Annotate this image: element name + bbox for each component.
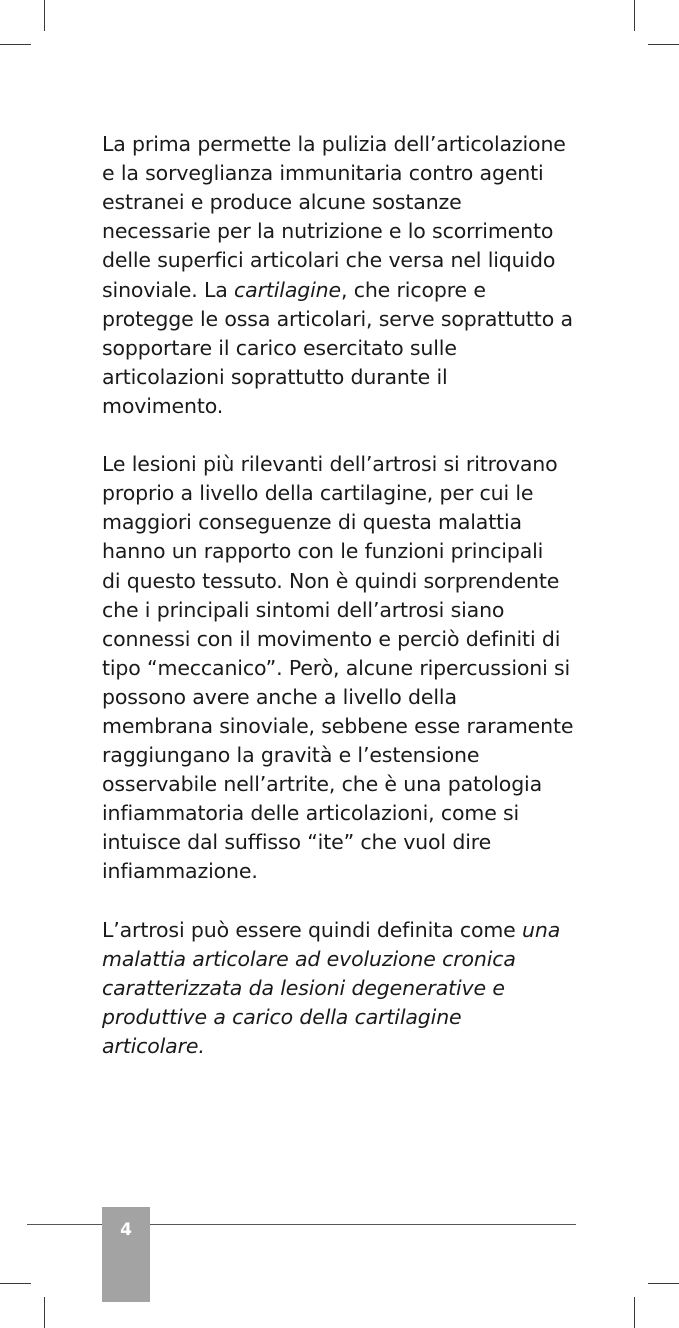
paragraph-3-text: L’artrosi può essere quindi definita come: [102, 917, 523, 942]
page-number-tab: [102, 1207, 150, 1302]
crop-mark-top-left-horizontal: [0, 44, 31, 45]
body-text: [102, 101, 578, 1061]
paragraph-3-italic-definition: una malattia articolare ad evoluzione cronica caratterizzata da lesioni degenerative e produttive a carico della cartilagine articolare.: [102, 917, 561, 1058]
paragraph-1: [102, 101, 578, 421]
paragraph-3: [102, 887, 578, 1062]
crop-mark-bottom-left-vertical: [44, 1297, 45, 1328]
paragraph-2-text: Le lesioni più rilevanti dell’artrosi si ritrovano proprio a livello della cartilagine, per cui le maggiori conseguenze di questa malattia hanno un rapporto con le funzioni principali di questo tessuto. Non è quindi sorprendente che i principali sintomi dell’artrosi siano connessi con il movimento e perciò definiti di tipo “meccanico”. Però, alcune ripercussioni si possono avere anche a livello della membrana sinoviale, sebbene esse raramente raggiungano la gravità e l’estensione osservabile nell’artrite, che è una patologia infiammatoria delle articolazioni, come si intuisce dal suffisso “ite” che vuol dire infiammazione.: [102, 452, 574, 884]
crop-mark-top-right-vertical: [634, 0, 635, 31]
crop-mark-bottom-right-horizontal: [648, 1283, 679, 1284]
crop-mark-top-right-horizontal: [648, 44, 679, 45]
paragraph-1-text-b: , che ricopre e protegge le ossa articolari, serve soprattutto a sopportare il carico esercitato sulle articolazioni soprattutto durante il movimento.: [102, 277, 573, 418]
crop-mark-bottom-right-vertical: [634, 1297, 635, 1328]
crop-mark-top-left-vertical: [44, 0, 45, 31]
page-number: 4: [120, 1220, 132, 1240]
paragraph-1-text-a: La prima permette la pulizia dell’articolazione e la sorveglianza immunitaria contro agenti estranei e produce alcune sostanze necessarie per la nutrizione e lo scorrimento delle superfici articolari che versa nel liquido sinoviale. La: [102, 132, 566, 302]
crop-mark-bottom-left-horizontal: [0, 1283, 31, 1284]
paragraph-1-italic-term: cartilagine: [234, 277, 341, 302]
paragraph-2: [102, 421, 578, 887]
